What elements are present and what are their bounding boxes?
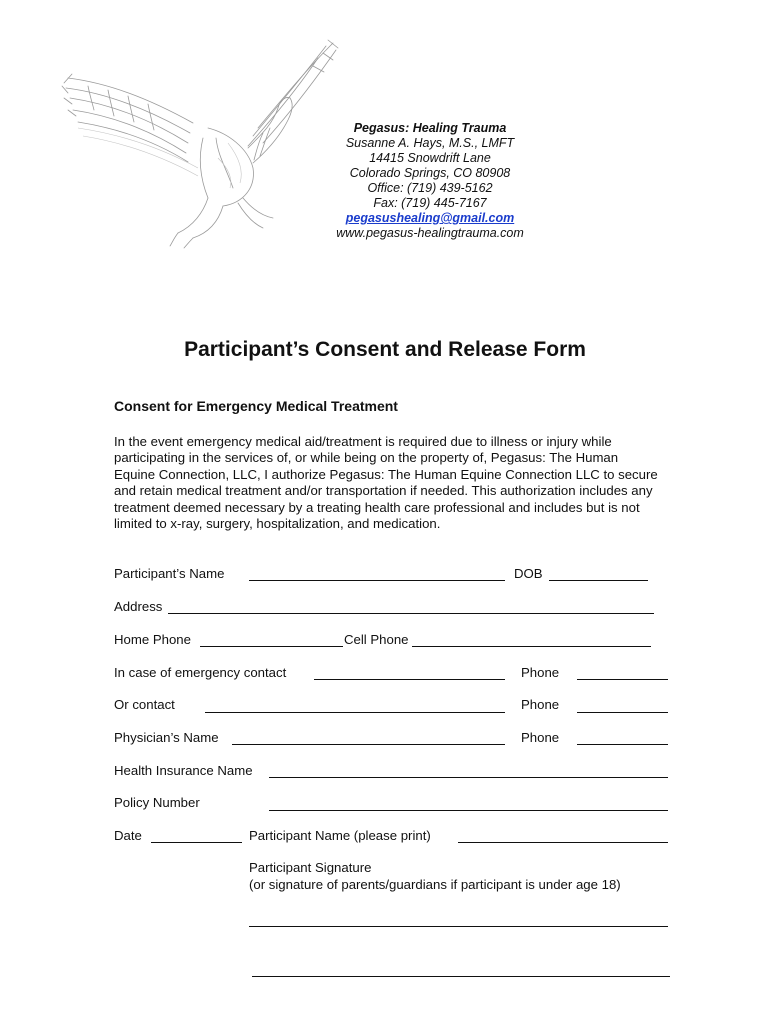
participant-name-label: Participant’s Name [114, 566, 225, 581]
date-line[interactable] [151, 842, 242, 843]
policy-number-line[interactable] [269, 810, 668, 811]
or-contact-phone-label: Phone [521, 697, 560, 712]
emergency-phone-label: Phone [521, 665, 560, 680]
policy-number-label: Policy Number [114, 795, 200, 810]
home-phone-line[interactable] [200, 646, 343, 647]
second-signature-line[interactable] [252, 976, 670, 977]
participant-name-line[interactable] [249, 580, 505, 581]
email-link[interactable]: pegasushealing@gmail.com [345, 211, 515, 225]
cell-phone-label: Cell Phone [344, 632, 409, 647]
emergency-contact-label: In case of emergency contact [114, 665, 287, 680]
form-title: Participant’s Consent and Release Form [184, 338, 586, 361]
city-state-zip: Colorado Springs, CO 80908 [349, 166, 511, 180]
signature-line[interactable] [249, 926, 668, 927]
or-contact-line[interactable] [205, 712, 505, 713]
office-phone: Office: (719) 439-5162 [367, 181, 493, 195]
emergency-phone-line[interactable] [577, 679, 668, 680]
org-name: Pegasus: Healing Trauma [353, 121, 507, 135]
physician-name-label: Physician’s Name [114, 730, 219, 745]
physician-phone-label: Phone [521, 730, 560, 745]
letterhead [310, 121, 550, 241]
address-label: Address [114, 599, 163, 614]
section-heading: Consent for Emergency Medical Treatment [114, 398, 398, 414]
physician-phone-line[interactable] [577, 744, 668, 745]
date-label: Date [114, 828, 142, 843]
health-insurance-line[interactable] [269, 777, 668, 778]
print-name-line[interactable] [458, 842, 668, 843]
or-contact-phone-line[interactable] [577, 712, 668, 713]
address-line[interactable] [168, 613, 654, 614]
cell-phone-line[interactable] [412, 646, 651, 647]
home-phone-label: Home Phone [114, 632, 191, 647]
contact-person: Susanne A. Hays, M.S., LMFT [345, 136, 515, 150]
dob-label: DOB [514, 566, 543, 581]
website-url: www.pegasus-healingtrauma.com [336, 226, 524, 240]
print-name-label: Participant Name (please print) [249, 828, 431, 843]
signature-note: (or signature of parents/guardians if participant is under age 18) [249, 877, 621, 892]
fax-number: Fax: (719) 445-7167 [373, 196, 487, 210]
signature-label: Participant Signature [249, 860, 372, 875]
consent-paragraph: In the event emergency medical aid/treatment is required due to illness or injury while participating in the services of, or while being on the property of, Pegasus: The Human Equine Connection, LLC, I authorize Pegasus: The Human Equine Connection LLC to secure and retain medical treatment and/or transportation if needed. This authorization includes any treatment deemed necessary by a treating health care professional and includes but is not limited to x-ray, surgery, hospitalization, and medication. [114, 434, 658, 532]
pegasus-sketch-icon [58, 38, 343, 253]
physician-name-line[interactable] [232, 744, 505, 745]
emergency-contact-line[interactable] [314, 679, 505, 680]
health-insurance-label: Health Insurance Name [114, 763, 253, 778]
street-address: 14415 Snowdrift Lane [369, 151, 491, 165]
or-contact-label: Or contact [114, 697, 175, 712]
dob-line[interactable] [549, 580, 648, 581]
